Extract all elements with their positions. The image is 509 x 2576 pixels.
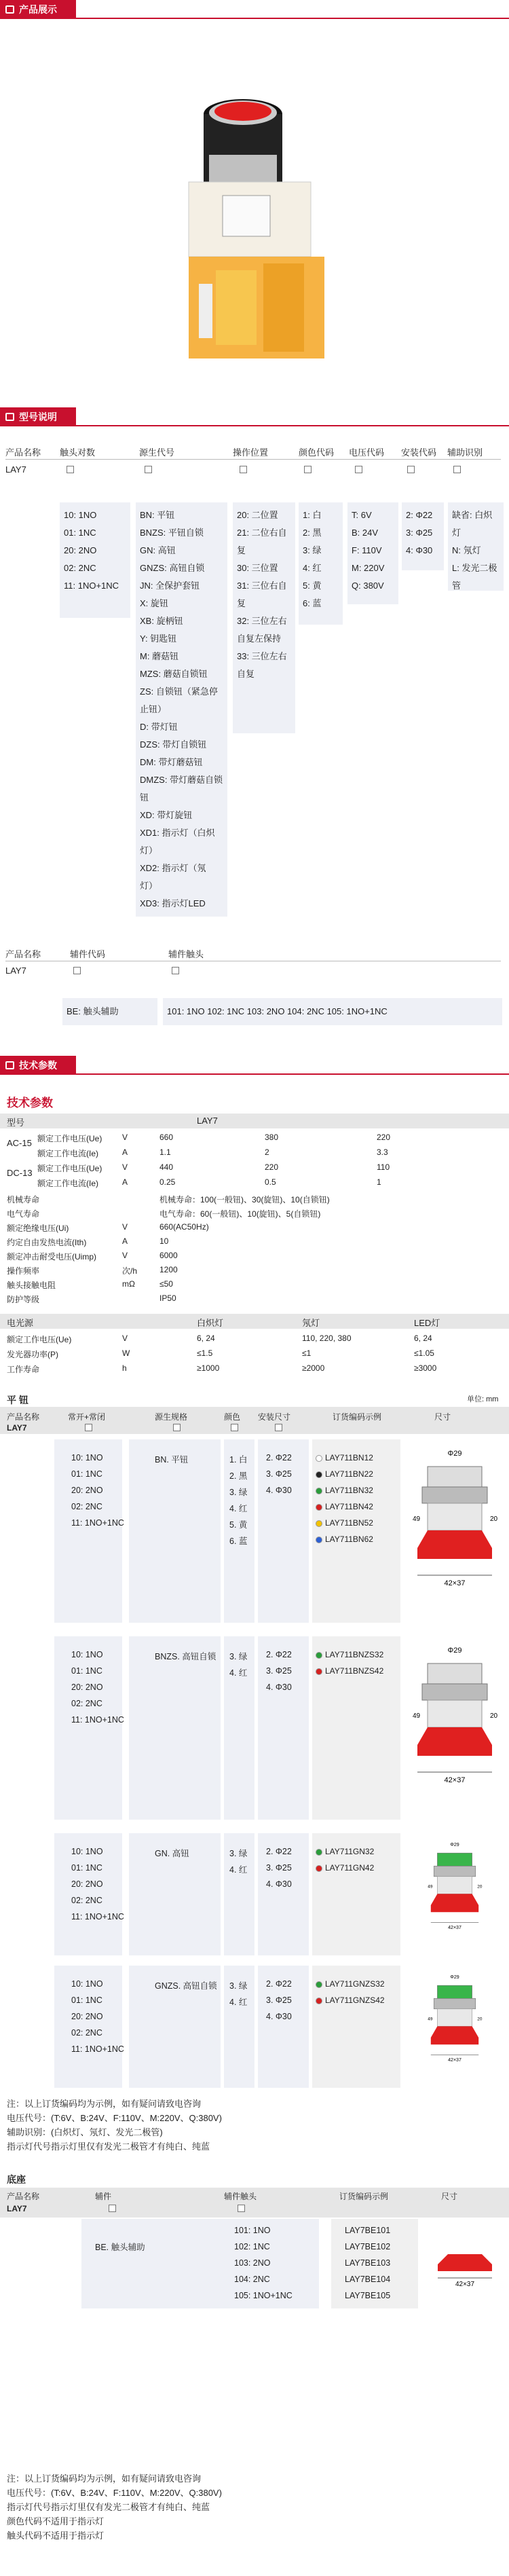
- color-option: 3. 绿: [229, 1652, 248, 1661]
- param-unit: A: [122, 1147, 128, 1157]
- param-label: 额定工作电压(Ue): [37, 1164, 102, 1173]
- contact-option: 20: 2NO: [71, 1486, 103, 1495]
- dim-label: 49: [413, 1515, 421, 1523]
- list-icon: [5, 413, 14, 421]
- param-value: 0.5: [265, 1177, 276, 1187]
- size-option: 4. Φ30: [266, 2012, 292, 2021]
- unit-label: 单位: mm: [467, 1395, 499, 1403]
- param-value: 6000: [159, 1251, 178, 1260]
- param-value: 110, 220, 380: [302, 1333, 352, 1343]
- size-option: 2. Φ22: [266, 1979, 292, 1989]
- color-dot-icon: [316, 1981, 322, 1988]
- section-tab: 型号说明: [0, 407, 76, 426]
- size-option: 4. Φ30: [266, 1486, 292, 1495]
- param-unit: V: [122, 1133, 128, 1142]
- button-cap: [437, 1985, 472, 1998]
- contact-option: 11: 1NO+1NC: [71, 1518, 124, 1528]
- param-value: 10: [159, 1236, 169, 1246]
- param-value: 110: [377, 1162, 390, 1172]
- base-contact: 103: 2NO: [234, 2258, 271, 2268]
- size-option: 4. Φ30: [266, 1682, 292, 1692]
- code-example: [316, 1502, 373, 1511]
- param-unit: V: [122, 1162, 128, 1172]
- checkbox[interactable]: [407, 466, 415, 473]
- spec-option: GNZS. 高钮自锁: [155, 1981, 217, 1991]
- dimension-diagram: [407, 1446, 502, 1616]
- checkbox[interactable]: [172, 967, 179, 974]
- bezel: [434, 1998, 475, 2008]
- code-example: [316, 1453, 373, 1462]
- size-option: 3. Φ25: [266, 1666, 292, 1676]
- param-label: 额定绝缘电压(Ui): [7, 1223, 69, 1233]
- size-option: 2. Φ22: [266, 1847, 292, 1856]
- color-option: 2. 黑: [229, 1471, 248, 1481]
- color-options: 1: 白 2: 黑 3: 绿 4: 红 5: 黄 6: 蓝: [299, 502, 343, 625]
- contact-option: 02: 2NC: [71, 1896, 102, 1905]
- tech-title: 技术参数: [7, 1097, 53, 1109]
- base-codes: [331, 2219, 418, 2308]
- contact-option: 01: 1NC: [71, 1469, 102, 1479]
- dim-label: 42×37: [444, 1579, 466, 1587]
- voltage-options: T: 6V B: 24V F: 110V M: 220V Q: 380V: [347, 502, 398, 604]
- param-value: ≥1000: [197, 1363, 220, 1373]
- param-value: 440: [159, 1162, 174, 1172]
- spec-option: GN. 高钮: [155, 1849, 189, 1858]
- col-header: 颜色代码: [299, 447, 335, 458]
- param-label: 额定工作电流(Ie): [37, 1149, 99, 1158]
- color-option: 6. 蓝: [229, 1537, 248, 1546]
- row-label: LAY7: [5, 464, 26, 475]
- base-code: LAY7BE103: [345, 2258, 391, 2268]
- param-label: 额定冲击耐受电压(Uimp): [7, 1252, 96, 1262]
- contact-option: 20: 2NO: [71, 2012, 103, 2021]
- contact-option: 11: 1NO+1NC: [71, 1715, 124, 1725]
- checkbox[interactable]: [73, 967, 81, 974]
- color-option: 3. 绿: [229, 1488, 248, 1497]
- size-cell: [258, 1636, 309, 1820]
- color-option: 4. 红: [229, 1865, 248, 1875]
- size-option: 2. Φ22: [266, 1453, 292, 1462]
- base-contact: 104: 2NC: [234, 2275, 270, 2284]
- color-option: 3. 绿: [229, 1849, 248, 1858]
- param-label: 操作频率: [7, 1266, 40, 1276]
- color-dot-icon: [316, 1504, 322, 1511]
- param-value: ≤50: [159, 1279, 173, 1289]
- bezel: [434, 1866, 475, 1876]
- base-shape: [417, 1727, 492, 1745]
- col-header: 触头对数: [60, 447, 96, 458]
- code-text: LAY711BN42: [325, 1502, 373, 1511]
- color-option: 4. 红: [229, 1504, 248, 1513]
- section-tab: 产品展示: [0, 0, 76, 19]
- code-text: LAY711BN62: [325, 1534, 373, 1544]
- checkbox[interactable]: [231, 1424, 238, 1431]
- param-label: 约定自由发热电流(Ith): [7, 1238, 87, 1247]
- code-cell: [312, 1636, 400, 1820]
- contact-option: 20: 2NO: [71, 1879, 103, 1889]
- code-example: [316, 1847, 374, 1856]
- color-dot-icon: [316, 1849, 322, 1856]
- code-text: LAY711GN32: [325, 1847, 375, 1856]
- color-dot-icon: [316, 1668, 322, 1675]
- param-value: 1200: [159, 1265, 178, 1274]
- param-unit: W: [122, 1348, 130, 1358]
- code-example: [316, 1469, 373, 1479]
- checkbox[interactable]: [240, 466, 247, 473]
- button-cap: [437, 1853, 472, 1866]
- col-header: 电压代码: [349, 447, 385, 458]
- dim-label: 49: [413, 1712, 421, 1720]
- color-dot-icon: [316, 1520, 322, 1527]
- base-code: LAY7BE104: [345, 2275, 391, 2284]
- color-option: 4. 红: [229, 1998, 248, 2007]
- param-unit: A: [122, 1236, 128, 1246]
- button-cap: [428, 1467, 482, 1487]
- contact-option: 02: 2NC: [71, 1699, 102, 1708]
- code-example: [316, 1863, 374, 1873]
- dim-label: 20: [477, 1884, 483, 1890]
- param-value: 1: [377, 1177, 381, 1187]
- color-dot-icon: [316, 1455, 322, 1462]
- checkbox[interactable]: [304, 466, 312, 473]
- bezel: [422, 1487, 487, 1503]
- contact-option: 10: 1NO: [71, 1453, 103, 1462]
- body: [437, 1877, 472, 1894]
- param-value: 3.3: [377, 1147, 388, 1157]
- param-value: ≥2000: [302, 1363, 325, 1373]
- section-bar-model: [0, 407, 509, 426]
- param-value: IP50: [159, 1293, 176, 1303]
- color-dot-icon: [316, 1998, 322, 2004]
- spec-option: BN. 平钮: [155, 1455, 189, 1465]
- dim-label: Φ29: [450, 1974, 459, 1980]
- color-dot-icon: [316, 1488, 322, 1494]
- base-contacts: [224, 2219, 319, 2308]
- col-header: 安装代码: [401, 447, 437, 458]
- base-contact: 105: 1NO+1NC: [234, 2291, 293, 2300]
- code-example: [316, 1650, 383, 1659]
- spec-cell: [129, 1439, 221, 1623]
- product-image: [162, 80, 358, 372]
- param-value: ≤1.05: [414, 1348, 434, 1358]
- param-value: 电气寿命：60(一般钮)、10(旋钮)、5(自锁钮): [159, 1209, 321, 1219]
- base-shape: [431, 1905, 478, 1912]
- contact-option: 02: 2NC: [71, 1502, 102, 1511]
- contact-option: 10: 1NO: [71, 1979, 103, 1989]
- dim-label: Φ29: [447, 1450, 462, 1458]
- contact-option: 11: 1NO+1NC: [71, 2044, 124, 2054]
- color-option: 3. 绿: [229, 1981, 248, 1991]
- dim-label: 20: [490, 1712, 498, 1720]
- param-value: 660: [159, 1133, 174, 1142]
- contacts-options: 10: 1NO 01: 1NC 20: 2NO 02: 2NC 11: 1NO+1NC: [60, 502, 130, 618]
- dim-label: 42×37: [448, 1926, 461, 1931]
- contacts-cell: [54, 1439, 122, 1623]
- code-text: LAY711GNZS42: [325, 1995, 385, 2005]
- size-cell: [258, 1439, 309, 1623]
- body: [428, 1503, 482, 1530]
- base-shape: [417, 1530, 492, 1548]
- code-example: [316, 1534, 373, 1544]
- code-example: [316, 1666, 383, 1676]
- param-unit: A: [122, 1177, 128, 1187]
- dim-label: 42×37: [448, 2058, 461, 2063]
- spec-cell: [129, 1636, 221, 1820]
- param-label: 额定工作电流(Ie): [37, 1179, 99, 1188]
- param-label: 额定工作电压(Ue): [7, 1335, 72, 1344]
- section-tab: 技术参数: [0, 1056, 76, 1075]
- code-text: LAY711GNZS32: [325, 1979, 385, 1989]
- position-options: 20: 二位置 21: 二位右自复 30: 三位置 31: 三位右自复 32: 三位左右自复左保持 33: 三位左右自复: [233, 502, 295, 733]
- contact-option: 01: 1NC: [71, 1995, 102, 2005]
- size-option: 4. Φ30: [266, 1879, 292, 1889]
- dim-label: Φ29: [447, 1646, 462, 1655]
- order-group: [0, 1439, 509, 1623]
- param-label: 机械寿命: [7, 1195, 40, 1204]
- color-dot-icon: [316, 1471, 322, 1478]
- button-cap: [428, 1663, 482, 1684]
- base-title: 底座: [7, 2174, 26, 2185]
- base-contact: 101: 1NO: [234, 2226, 271, 2235]
- source-options: BN: 平钮 BNZS: 平钮自锁 GN: 高钮 GNZS: 高钮自锁 JN: 全保护套钮 X: 旋钮 XB: 旋柄钮 Y: 钥匙钮 M: 蘑菇钮 MZS: 蘑菇自锁钮 ZS: 自锁钮（紧急停止钮） D: 带灯钮 DZS: 带灯自锁钮 DM: 带灯蘑菇钮 DMZS: 带灯蘑菇自锁钮 XD: 带灯旋钮 XD1: 指示灯（白炽灯） XD2: 指示灯（氖灯） XD3: 指示灯LED: [136, 502, 227, 917]
- base-code: LAY7BE105: [345, 2291, 391, 2300]
- checkbox[interactable]: [109, 2205, 116, 2212]
- contact-option: 01: 1NC: [71, 1863, 102, 1873]
- base-shape: [431, 2026, 478, 2038]
- contact-option: 10: 1NO: [71, 1650, 103, 1659]
- base-code: LAY7BE101: [345, 2226, 391, 2235]
- base-shape: [431, 2038, 478, 2044]
- param-label: 额定工作电压(Ue): [37, 1134, 102, 1143]
- checkbox[interactable]: [85, 1424, 92, 1431]
- dim-label: Φ29: [450, 1842, 459, 1847]
- param-value: 660(AC50Hz): [159, 1222, 209, 1232]
- param-label: 工作寿命: [7, 1365, 40, 1374]
- dimension-diagram: [407, 1643, 502, 1813]
- code-text: LAY711BNZS32: [325, 1650, 384, 1659]
- checkbox[interactable]: [67, 466, 74, 473]
- color-option: 1. 白: [229, 1455, 248, 1465]
- param-value: ≤1.5: [197, 1348, 213, 1358]
- aux-options: 缺省: 白炽灯 N: 氖灯 L: 发光二极管: [448, 502, 504, 591]
- base-diagram: [431, 2241, 499, 2288]
- aux-code: BE: 触头辅助: [62, 998, 157, 1025]
- contact-option: 20: 2NO: [71, 1682, 103, 1692]
- code-example: [316, 1979, 385, 1989]
- dim-label: 49: [428, 2017, 433, 2022]
- param-unit: 次/h: [122, 1266, 138, 1276]
- color-dot-icon: [316, 1865, 322, 1872]
- order-group: [0, 1833, 509, 1955]
- base-code: LAY7BE102: [345, 2242, 391, 2251]
- code-text: LAY711BNZS42: [325, 1666, 384, 1676]
- dim-label: 42×37: [444, 1776, 466, 1784]
- checkbox[interactable]: [173, 1424, 181, 1431]
- lamp-header-row: 电光源 白炽灯 氖灯 LED灯: [0, 1314, 509, 1329]
- param-label: 触头接触电阻: [7, 1281, 56, 1290]
- base-shape: [431, 1894, 478, 1905]
- size-option: 3. Φ25: [266, 1863, 292, 1873]
- dimension-diagram: [407, 1840, 502, 1949]
- dimension-diagram: [407, 1972, 502, 2081]
- color-cell: [224, 1439, 254, 1623]
- body: [437, 2009, 472, 2027]
- col-header: 产品名称: [5, 447, 41, 458]
- order-group: [0, 1966, 509, 2088]
- code-text: LAY711BN32: [325, 1486, 373, 1495]
- base-note: 注：以上订货编码均为示例，如有疑问请致电咨询 电压代号：(T:6V、B:24V、F:110V、M:220V、Q:380V) 指示灯代号指示灯里仅有发光二极管才有纯白、纯蓝 颜色代码不适用于指示灯 触头代码不适用于指示灯: [7, 2473, 222, 2541]
- contact-option: 10: 1NO: [71, 1847, 103, 1856]
- image-icon: [5, 5, 14, 14]
- code-text: LAY711BN12: [325, 1453, 373, 1462]
- code-text: LAY711BN52: [325, 1518, 373, 1528]
- param-unit: V: [122, 1251, 128, 1260]
- section-bar-tech: [0, 1056, 509, 1075]
- code-text: LAY711BN22: [325, 1469, 373, 1479]
- tech-model-row: 型号 LAY7: [0, 1114, 509, 1128]
- section-bar-product: [0, 0, 509, 19]
- param-label: 发光器功率(P): [7, 1350, 58, 1359]
- checkbox[interactable]: [275, 1424, 282, 1431]
- size-option: 3. Φ25: [266, 1995, 292, 2005]
- contact-option: 02: 2NC: [71, 2028, 102, 2038]
- code-example: [316, 1518, 373, 1528]
- col-header: 辅助识别: [447, 447, 483, 458]
- param-value: ≥3000: [414, 1363, 437, 1373]
- checkbox[interactable]: [355, 466, 362, 473]
- color-option: 5. 黄: [229, 1520, 248, 1530]
- checkbox[interactable]: [145, 466, 152, 473]
- param-unit: V: [122, 1333, 128, 1343]
- order-header: 产品名称 常开+常闭 源生规格 颜色 安装尺寸 订货编码示例 尺寸 LAY7: [0, 1407, 509, 1434]
- param-value: ≤1: [302, 1348, 312, 1358]
- param-value: 6, 24: [414, 1333, 432, 1343]
- param-label: 防护等级: [7, 1295, 40, 1304]
- param-value: 380: [265, 1133, 279, 1142]
- dim-label: 49: [428, 1884, 433, 1890]
- param-unit: V: [122, 1222, 128, 1232]
- dim-label: 20: [477, 2017, 483, 2022]
- base-contact: 102: 1NC: [234, 2242, 270, 2251]
- color-option: 4. 红: [229, 1668, 248, 1678]
- contact-option: 01: 1NC: [71, 1666, 102, 1676]
- contact-option: 11: 1NO+1NC: [71, 1912, 124, 1921]
- body: [428, 1700, 482, 1727]
- checkbox[interactable]: [453, 466, 461, 473]
- code-text: LAY711GN42: [325, 1863, 375, 1873]
- color-cell: [224, 1636, 254, 1820]
- code-example: [316, 1995, 385, 2005]
- spec-option: BNZS. 高钮自锁: [155, 1652, 216, 1661]
- param-label: 电气寿命: [7, 1209, 40, 1219]
- col-header: 操作位置: [233, 447, 269, 458]
- param-unit: h: [122, 1363, 127, 1373]
- color-dot-icon: [316, 1652, 322, 1659]
- param-value: 6, 24: [197, 1333, 215, 1343]
- param-value: 1.1: [159, 1147, 171, 1157]
- order-title: 平 钮: [7, 1395, 29, 1405]
- param-unit: mΩ: [122, 1279, 135, 1289]
- checkbox[interactable]: [238, 2205, 245, 2212]
- code-example: [316, 1486, 373, 1495]
- aux-contacts: 101: 1NO 102: 1NC 103: 2NO 104: 2NC 105: 1NO+1NC: [163, 998, 502, 1025]
- order-group: [0, 1636, 509, 1820]
- dim-label: 42×37: [455, 2281, 475, 2288]
- order-note: 注：以上订货编码均为示例，如有疑问请致电咨询 电压代号：(T:6V、B:24V、F:110V、M:220V、Q:380V) 辅助识别：(白炽灯、氖灯、发光二极管) 指示灯代号指示灯里仅有发光二极管才有纯白、纯蓝: [7, 2099, 222, 2152]
- param-value: 220: [377, 1133, 391, 1142]
- dim-label: 20: [490, 1515, 498, 1523]
- col-header: 源生代号: [139, 447, 175, 458]
- size-option: 2. Φ22: [266, 1650, 292, 1659]
- param-value: 机械寿命：100(一般钮)、30(旋钮)、10(自锁钮): [159, 1195, 330, 1204]
- base-aux-cell: BE. 触头辅助: [81, 2219, 251, 2308]
- code-cell: [312, 1439, 400, 1623]
- param-value: 2: [265, 1147, 269, 1157]
- color-dot-icon: [316, 1537, 322, 1543]
- base-header: 产品名称 辅件 辅件触头 订货编码示例 尺寸 LAY7: [0, 2188, 509, 2218]
- bezel: [422, 1684, 487, 1700]
- param-value: 220: [265, 1162, 279, 1172]
- base-shape: [417, 1745, 492, 1756]
- size-option: 3. Φ25: [266, 1469, 292, 1479]
- base-shape: [417, 1548, 492, 1559]
- install-options: 2: Φ22 3: Φ25 4: Φ30: [402, 502, 444, 570]
- param-value: 0.25: [159, 1177, 176, 1187]
- contacts-cell: [54, 1636, 122, 1820]
- gear-icon: [5, 1061, 14, 1069]
